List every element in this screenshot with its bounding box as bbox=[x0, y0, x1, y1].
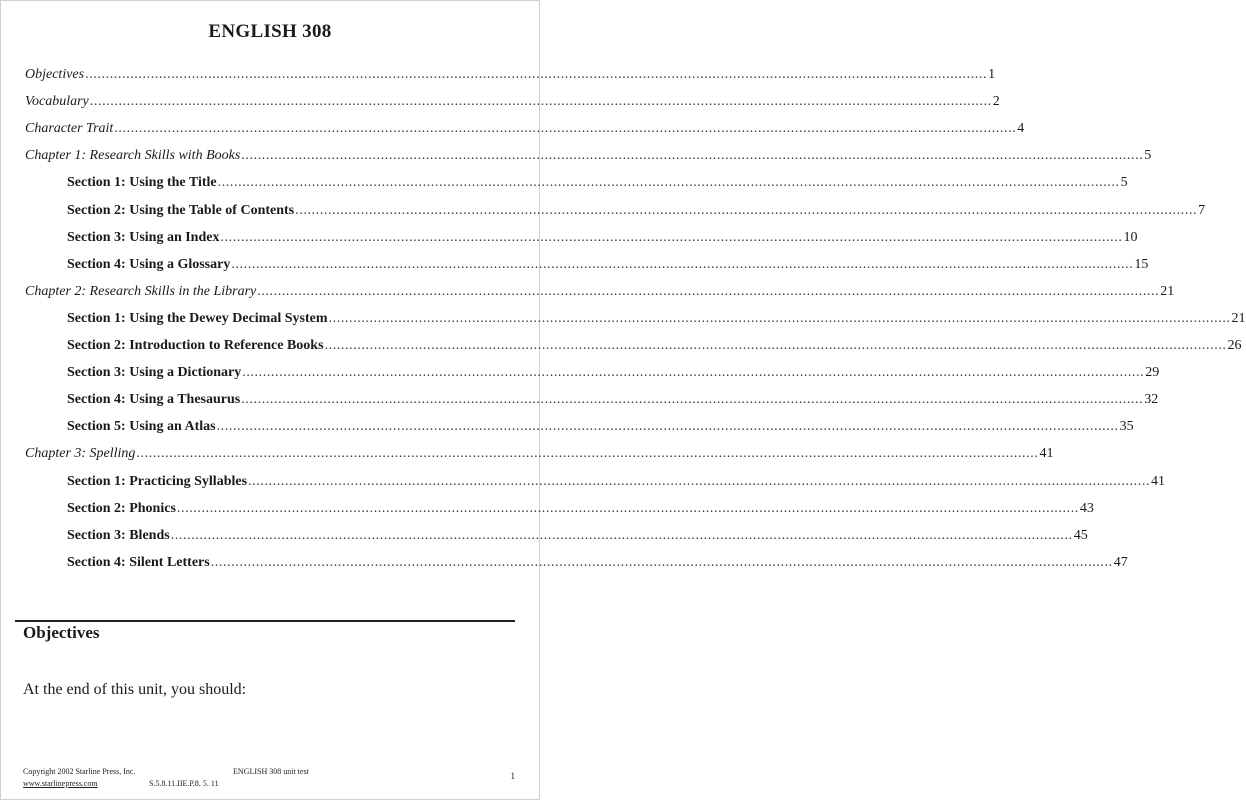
toc-dot-leader: ............................................................................................................................................................................................................................ bbox=[324, 338, 1227, 353]
toc-dot-leader: ............................................................................................................................................................................................................................ bbox=[89, 94, 992, 110]
toc-entry-label: Section 2: Using the Table of Contents bbox=[67, 202, 295, 218]
toc-dot-leader: ............................................................................................................................................................................................................................ bbox=[176, 500, 1079, 516]
toc-entry-label: Section 2: Introduction to Reference Books bbox=[67, 338, 324, 353]
toc-dot-leader: ............................................................................................................................................................................................................................ bbox=[231, 256, 1134, 272]
toc-dot-leader: ............................................................................................................................................................................................................................ bbox=[242, 365, 1145, 381]
toc-entry bbox=[67, 392, 1159, 412]
toc-entry-label: Section 1: Practicing Syllables bbox=[67, 473, 248, 489]
toc-entry-page-number: 5 bbox=[1120, 175, 1128, 191]
footer-page-number: 1 bbox=[510, 771, 515, 781]
toc-entry-page-number: 26 bbox=[1227, 338, 1242, 353]
toc-entry bbox=[67, 473, 1166, 494]
toc-entry-page-number: 5 bbox=[1144, 148, 1152, 164]
page-footer bbox=[23, 767, 515, 791]
toc-dot-leader: ............................................................................................................................................................................................................................ bbox=[216, 419, 1119, 435]
toc-entry bbox=[25, 94, 1000, 114]
footer-test-label: ENGLISH 308 unit test bbox=[233, 767, 309, 776]
toc-entry bbox=[67, 310, 1246, 331]
toc-entry-page-number: 41 bbox=[1039, 446, 1054, 462]
toc-entry bbox=[67, 554, 1128, 575]
toc-entry bbox=[67, 500, 1094, 521]
toc-entry-label: Section 2: Phonics bbox=[67, 500, 176, 516]
toc-entry-label: Section 4: Silent Letters bbox=[67, 554, 210, 570]
toc-entry bbox=[67, 175, 1128, 195]
toc-entry-label: Section 1: Using the Title bbox=[67, 175, 217, 191]
toc-dot-leader: ............................................................................................................................................................................................................................ bbox=[114, 121, 1017, 137]
toc-entry-page-number: 1 bbox=[988, 67, 996, 82]
toc-dot-leader: ............................................................................................................................................................................................................................ bbox=[210, 554, 1113, 570]
toc-entry bbox=[25, 148, 1152, 168]
toc-dot-leader: ............................................................................................................................................................................................................................ bbox=[241, 392, 1144, 408]
toc-entry-page-number: 29 bbox=[1145, 365, 1160, 381]
footer-copyright: Copyright 2002 Starline Press, Inc. bbox=[23, 767, 136, 776]
toc-entry-label: Section 4: Using a Thesaurus bbox=[67, 392, 241, 408]
toc-entry bbox=[25, 121, 1025, 141]
toc-entry bbox=[67, 527, 1088, 548]
toc-entry-label: Section 4: Using a Glossary bbox=[67, 256, 231, 272]
document-title: ENGLISH 308 bbox=[208, 21, 332, 42]
footer-website-link[interactable]: www.starlinepress.com bbox=[23, 779, 98, 788]
toc-entry-page-number: 21 bbox=[1231, 310, 1246, 326]
section-divider bbox=[15, 620, 515, 622]
toc-entry-page-number: 43 bbox=[1079, 500, 1094, 516]
toc-entry-page-number: 45 bbox=[1073, 527, 1088, 543]
toc-entry bbox=[67, 202, 1206, 223]
toc-entry bbox=[25, 446, 1054, 466]
toc-entry-page-number: 7 bbox=[1198, 202, 1206, 218]
toc-dot-leader: ............................................................................................................................................................................................................................ bbox=[220, 229, 1123, 245]
section-heading: Objectives bbox=[23, 623, 100, 642]
toc-entry-label: Section 3: Using a Dictionary bbox=[67, 365, 242, 381]
toc-entry-page-number: 15 bbox=[1134, 256, 1149, 272]
toc-entry-label: Chapter 2: Research Skills in the Library bbox=[25, 283, 257, 299]
toc-entry-page-number: 2 bbox=[992, 94, 1000, 110]
toc-dot-leader: ............................................................................................................................................................................................................................ bbox=[136, 446, 1039, 462]
body-paragraph: At the end of this unit, you should: bbox=[23, 681, 247, 698]
toc-entry bbox=[67, 338, 1242, 358]
toc-entry-label: Chapter 3: Spelling bbox=[25, 446, 136, 462]
toc-dot-leader: ............................................................................................................................................................................................................................ bbox=[248, 473, 1151, 489]
toc-dot-leader: ............................................................................................................................................................................................................................ bbox=[85, 67, 988, 82]
toc-entry-label: Section 3: Using an Index bbox=[67, 229, 220, 245]
toc-entry-page-number: 21 bbox=[1160, 283, 1175, 299]
toc-entry-page-number: 4 bbox=[1017, 121, 1025, 137]
toc-entry-label: Objectives bbox=[25, 67, 85, 82]
toc-entry bbox=[67, 419, 1134, 439]
toc-entry-page-number: 35 bbox=[1119, 419, 1134, 435]
toc-entry-label: Vocabulary bbox=[25, 94, 89, 110]
footer-code: S.5.8.11.IIE.P.8. 5. 11 bbox=[149, 779, 219, 788]
toc-entry-label: Character Trait bbox=[25, 121, 114, 137]
toc-entry bbox=[25, 283, 1175, 304]
toc-entry-label: Chapter 1: Research Skills with Books bbox=[25, 148, 241, 164]
toc-entry-label: Section 5: Using an Atlas bbox=[67, 419, 216, 435]
toc-dot-leader: ............................................................................................................................................................................................................................ bbox=[217, 175, 1120, 191]
toc-entry bbox=[67, 365, 1160, 385]
toc-dot-leader: ............................................................................................................................................................................................................................ bbox=[257, 283, 1160, 299]
toc-entry bbox=[67, 229, 1138, 250]
toc-entry-page-number: 10 bbox=[1123, 229, 1138, 245]
toc-entry-page-number: 47 bbox=[1113, 554, 1128, 570]
toc-entry bbox=[67, 256, 1149, 277]
toc-entry-label: Section 1: Using the Dewey Decimal System bbox=[67, 310, 328, 326]
toc-entry-label: Section 3: Blends bbox=[67, 527, 170, 543]
toc-dot-leader: ............................................................................................................................................................................................................................ bbox=[328, 310, 1231, 326]
toc-entry bbox=[25, 67, 996, 87]
toc-dot-leader: ............................................................................................................................................................................................................................ bbox=[295, 202, 1198, 218]
toc-entry-page-number: 41 bbox=[1151, 473, 1166, 489]
toc-dot-leader: ............................................................................................................................................................................................................................ bbox=[170, 527, 1073, 543]
toc-entry-page-number: 32 bbox=[1144, 392, 1159, 408]
toc-dot-leader: ............................................................................................................................................................................................................................ bbox=[241, 148, 1144, 164]
